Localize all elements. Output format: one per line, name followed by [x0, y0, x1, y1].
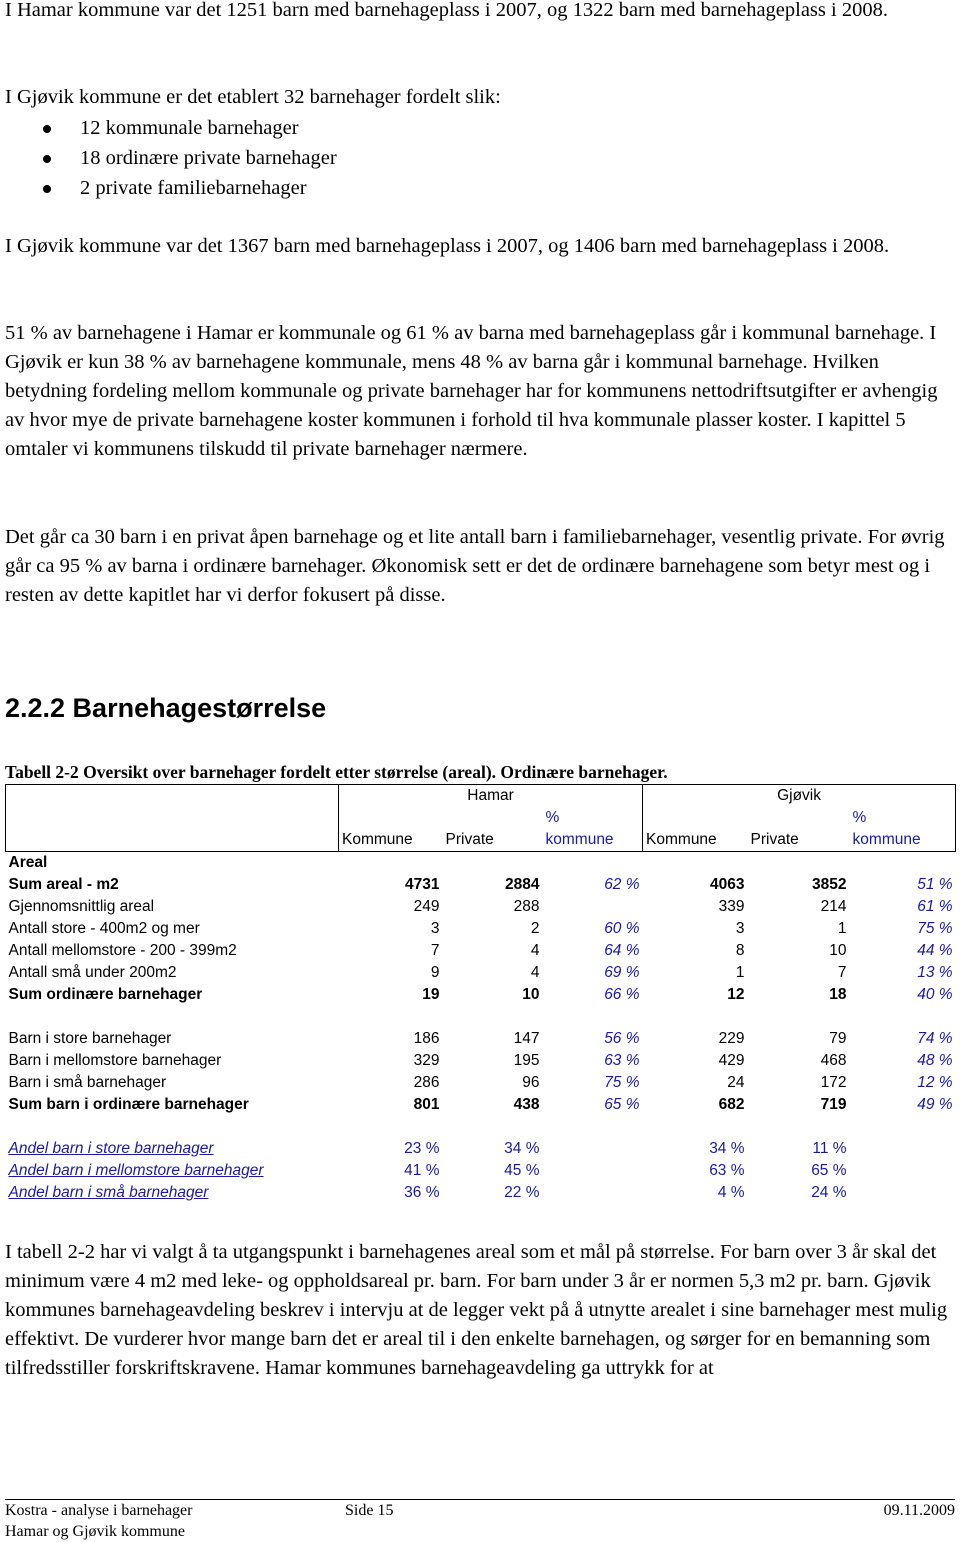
cell-value: [543, 1182, 643, 1204]
pct-symbol: %: [543, 807, 643, 829]
row-label: Andel barn i mellomstore barnehager: [8, 1162, 264, 1179]
bullet-icon: [43, 185, 51, 193]
row-label: Andel barn i små barnehager: [8, 1184, 209, 1201]
cell-value: 438: [513, 1096, 540, 1113]
cell-value: 339: [718, 898, 745, 915]
cell-value: 79: [829, 1030, 847, 1047]
cell-value: 12: [727, 986, 745, 1003]
cell-value: 19: [422, 986, 440, 1003]
cell-value: 34 %: [709, 1140, 745, 1157]
cell-value: 2884: [505, 876, 540, 893]
cell-value: 62 %: [604, 876, 640, 893]
table-row: [6, 874, 956, 896]
cell-value: 51 %: [917, 876, 953, 893]
list-item: 12 kommunale barnehager: [0, 114, 700, 144]
row-label: Andel barn i store barnehager: [8, 1140, 214, 1157]
cell-value: 186: [413, 1030, 440, 1047]
share-rows: [6, 1138, 956, 1204]
cell-value: 11 %: [812, 1140, 847, 1157]
row-label: Antall store - 400m2 og mer: [8, 920, 200, 937]
row-label: Gjennomsnittlig areal: [8, 898, 155, 915]
cell-value: 468: [820, 1052, 847, 1069]
cell-value: 40 %: [917, 986, 953, 1003]
hamar-header: Hamar: [339, 785, 643, 808]
cell-value: 10: [829, 942, 847, 959]
table-row: [6, 1028, 956, 1050]
cell-value: [850, 1138, 956, 1160]
cell-value: 34 %: [504, 1140, 540, 1157]
cell-value: 24 %: [811, 1184, 847, 1201]
table-row: [6, 1072, 956, 1094]
col-header: Private: [750, 831, 799, 848]
kindergarten-size-table: [5, 784, 956, 1204]
cell-value: 63 %: [709, 1162, 745, 1179]
cell-value: 10: [522, 986, 540, 1003]
cell-value: 801: [413, 1096, 440, 1113]
row-label: Sum areal - m2: [8, 876, 119, 893]
cell-value: [850, 1182, 956, 1204]
list-item: 18 ordinære private barnehager: [0, 144, 700, 174]
cell-value: 4063: [710, 876, 745, 893]
cell-value: 69 %: [604, 964, 640, 981]
cell-value: 41 %: [404, 1162, 440, 1179]
table-row: [6, 1160, 956, 1182]
cell-value: 719: [820, 1096, 847, 1113]
section-label: Areal: [8, 854, 48, 871]
col-header: Kommune: [342, 831, 413, 848]
cell-value: 13 %: [917, 964, 953, 981]
cell-value: 48 %: [917, 1052, 953, 1069]
kindergarten-list: [0, 114, 700, 204]
cell-value: 45 %: [504, 1162, 540, 1179]
section-heading: 2.2.2 Barnehagestørrelse: [5, 693, 327, 723]
paragraph-distribution: 51 % av barnehagene i Hamar er kommunale og 61 % av barna med barnehageplass går i kommunal barnehage. I Gjøvik er kun 38 % av barnehagene kommunale, mens 48 % av barna går i kommunal barnehage. Hvilken betydning fordeling mellom kommunale og private barnehager har for kommunens nettodriftsutgifter er avhengig av hvor mye de private barnehagene koster kommunen i forhold til hva kommunale plasser koster. I kapittel 5 omtaler vi kommunens tilskudd til private barnehager nærmere.: [5, 322, 938, 460]
table-row: [6, 1138, 956, 1160]
cell-value: 66 %: [604, 986, 640, 1003]
cell-value: [543, 1138, 643, 1160]
row-label: Sum barn i ordinære barnehager: [8, 1096, 249, 1113]
cell-value: 12 %: [917, 1074, 953, 1091]
table-row: [6, 984, 956, 1006]
cell-value: 22 %: [504, 1184, 540, 1201]
cell-value: 4 %: [717, 1184, 745, 1201]
table-row: [6, 896, 956, 918]
cell-value: [543, 896, 643, 918]
cell-value: 61 %: [917, 898, 953, 915]
cell-value: 7: [837, 964, 847, 981]
cell-value: 75 %: [917, 920, 953, 937]
row-label: Barn i små barnehager: [8, 1074, 167, 1091]
cell-value: 147: [513, 1030, 540, 1047]
list-item: 2 private familiebarnehager: [0, 174, 700, 204]
table-row: [6, 1182, 956, 1204]
table-header-row: [6, 785, 956, 808]
table-row: [6, 1094, 956, 1116]
cell-value: 4731: [405, 876, 440, 893]
cell-value: 44 %: [917, 942, 953, 959]
cell-value: 329: [413, 1052, 440, 1069]
cell-value: 60 %: [604, 920, 640, 937]
cell-value: 3: [735, 920, 745, 937]
cell-value: 24: [727, 1074, 745, 1091]
row-label: Sum ordinære barnehager: [8, 986, 203, 1003]
cell-value: 429: [718, 1052, 745, 1069]
paragraph-hamar-children: I Hamar kommune var det 1251 barn med barnehageplass i 2007, og 1322 barn med barnehageplass i 2008.: [5, 0, 888, 21]
cell-value: [850, 1160, 956, 1182]
table-row: [6, 940, 956, 962]
table-header-row: [6, 807, 956, 829]
cell-value: 3852: [812, 876, 847, 893]
table-row: [6, 918, 956, 940]
page-footer: [5, 1499, 955, 1542]
bullet-icon: [43, 155, 51, 163]
cell-value: 1: [735, 964, 745, 981]
area-rows: [6, 874, 956, 1006]
cell-value: 8: [735, 942, 745, 959]
cell-value: 56 %: [604, 1030, 640, 1047]
table-row: [6, 962, 956, 984]
cell-value: 229: [718, 1030, 745, 1047]
cell-value: 7: [430, 942, 440, 959]
children-rows: [6, 1028, 956, 1116]
col-header: kommune: [543, 829, 643, 852]
table-header-row: [6, 829, 956, 852]
cell-value: 2: [530, 920, 540, 937]
row-label: Antall små under 200m2: [8, 964, 177, 981]
cell-value: 63 %: [604, 1052, 640, 1069]
row-label: Barn i mellomstore barnehager: [8, 1052, 222, 1069]
row-label: Barn i store barnehager: [8, 1030, 172, 1047]
cell-value: 286: [413, 1074, 440, 1091]
footer-title: Kostra - analyse i barnehager: [5, 1502, 193, 1519]
cell-value: 23 %: [404, 1140, 440, 1157]
cell-value: 75 %: [604, 1074, 640, 1091]
row-label: Antall mellomstore - 200 - 399m2: [8, 942, 237, 959]
pct-symbol: %: [850, 807, 956, 829]
cell-value: 682: [718, 1096, 745, 1113]
paragraph-gjovik-kindergartens: I Gjøvik kommune er det etablert 32 barnehager fordelt slik:: [5, 86, 501, 108]
gjovik-header: Gjøvik: [643, 785, 956, 808]
cell-value: 64 %: [604, 942, 640, 959]
cell-value: 36 %: [404, 1184, 440, 1201]
paragraph-ordinary: Det går ca 30 barn i en privat åpen barnehage og et lite antall barn i familiebarnehager, vesentlig private. For øvrig går ca 95 % av barna i ordinære barnehager. Økonomisk sett er det de ordinære barnehagene som betyr mest og i resten av dette kapitlet har vi derfor fokusert på disse.: [5, 526, 945, 606]
col-header: kommune: [850, 829, 956, 852]
cell-value: 288: [513, 898, 540, 915]
cell-value: 249: [413, 898, 440, 915]
spacer-row: [6, 1116, 956, 1138]
table-caption: Tabell 2-2 Oversikt over barnehager fordelt etter størrelse (areal). Ordinære barnehager.: [5, 762, 668, 782]
cell-value: 18: [829, 986, 847, 1003]
spacer-row: [6, 1006, 956, 1028]
cell-value: 4: [530, 964, 540, 981]
cell-value: 172: [820, 1074, 847, 1091]
cell-value: 9: [430, 964, 440, 981]
cell-value: [543, 1160, 643, 1182]
table-row: [6, 852, 956, 875]
table-row: [6, 1050, 956, 1072]
cell-value: 195: [513, 1052, 540, 1069]
cell-value: 1: [837, 920, 847, 937]
cell-value: 96: [522, 1074, 540, 1091]
cell-value: 3: [430, 920, 440, 937]
footer-date: 09.11.2009: [883, 1502, 955, 1519]
cell-value: 49 %: [917, 1096, 953, 1113]
paragraph-table-explanation: I tabell 2-2 har vi valgt å ta utgangspunkt i barnehagenes areal som et mål på størrelse. For barn over 3 år skal det minimum være 4 m2 med leke- og oppholdsareal pr. barn. For barn under 3 år er normen 5,3 m2 pr. barn. Gjøvik kommunes barnehageavdeling beskrev i intervju at de legger vekt på å utnytte arealet i sine barnehager mest mulig effektivt. De vurderer hvor mange barn det er areal til i den enkelte barnehagen, og sørger for en bemanning som tilfredsstiller forskriftskravene. Hamar kommunes barnehageavdeling ga uttrykk for at: [5, 1241, 948, 1379]
cell-value: 74 %: [917, 1030, 953, 1047]
bullet-icon: [43, 125, 51, 133]
paragraph-gjovik-children: I Gjøvik kommune var det 1367 barn med barnehageplass i 2007, og 1406 barn med barnehageplass i 2008.: [5, 235, 890, 257]
cell-value: 4: [530, 942, 540, 959]
cell-value: 214: [820, 898, 847, 915]
col-header: Kommune: [646, 831, 717, 848]
col-header: Private: [445, 831, 494, 848]
footer-subtitle: Hamar og Gjøvik kommune: [5, 1523, 185, 1540]
cell-value: 65 %: [604, 1096, 640, 1113]
cell-value: 65 %: [811, 1162, 847, 1179]
page-number: Side 15: [345, 1502, 394, 1519]
